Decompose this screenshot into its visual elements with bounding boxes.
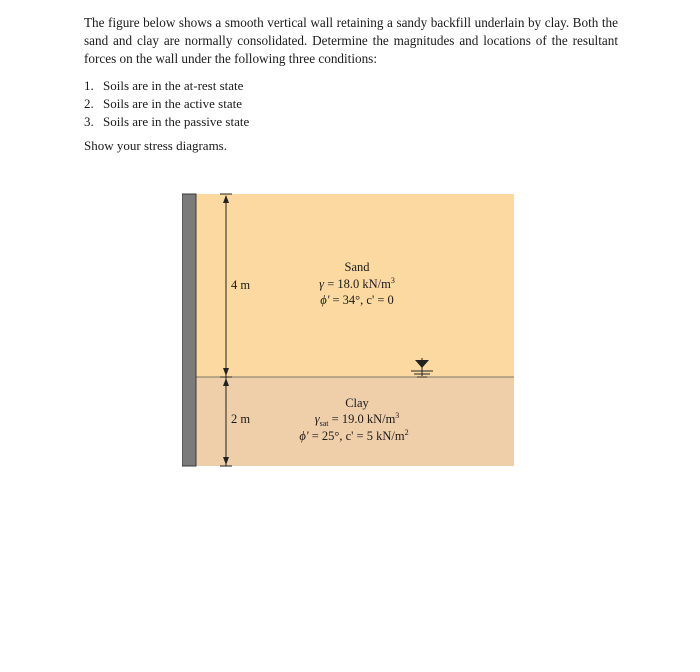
condition-item (84, 77, 249, 95)
retaining-wall-figure (182, 190, 516, 468)
condition-number: 3. (84, 114, 94, 129)
sand-unit-weight: γ = 18.0 $kN/m^3$ (319, 276, 395, 291)
clay-thickness-label: 2 m (231, 412, 251, 426)
sand-friction-angle: ϕ' = 34°, c' = 0 (320, 293, 394, 307)
condition-number: 1. (84, 78, 94, 93)
problem-closing: Show your stress diagrams. (84, 138, 227, 153)
retaining-wall (182, 194, 196, 466)
condition-number: 2. (84, 96, 94, 111)
condition-item (84, 113, 249, 131)
sand-thickness-label: 4 m (231, 278, 251, 292)
problem-intro: The figure below shows a smooth vertical wall retaining a sandy backfill underlain by clay. Both the sand and clay are normally consolidated. Determine the magnitudes and locations of the resultant forces on the wall under the following three conditions: (84, 15, 618, 66)
clay-label: Clay (345, 396, 369, 410)
condition-text: Soils are in the active state (103, 96, 242, 111)
condition-text: Soils are in the at-rest state (103, 78, 244, 93)
sand-label: Sand (344, 260, 370, 274)
conditions-list (84, 77, 249, 131)
clay-unit-weight: $\gamma_{sat} = 19.0$ $kN/m^3$ (314, 411, 400, 428)
condition-text: Soils are in the passive state (103, 114, 250, 129)
condition-item (84, 95, 249, 113)
clay-friction-angle: ϕ' = 25°, c' = 5 $kN/m^2$ (299, 428, 409, 443)
